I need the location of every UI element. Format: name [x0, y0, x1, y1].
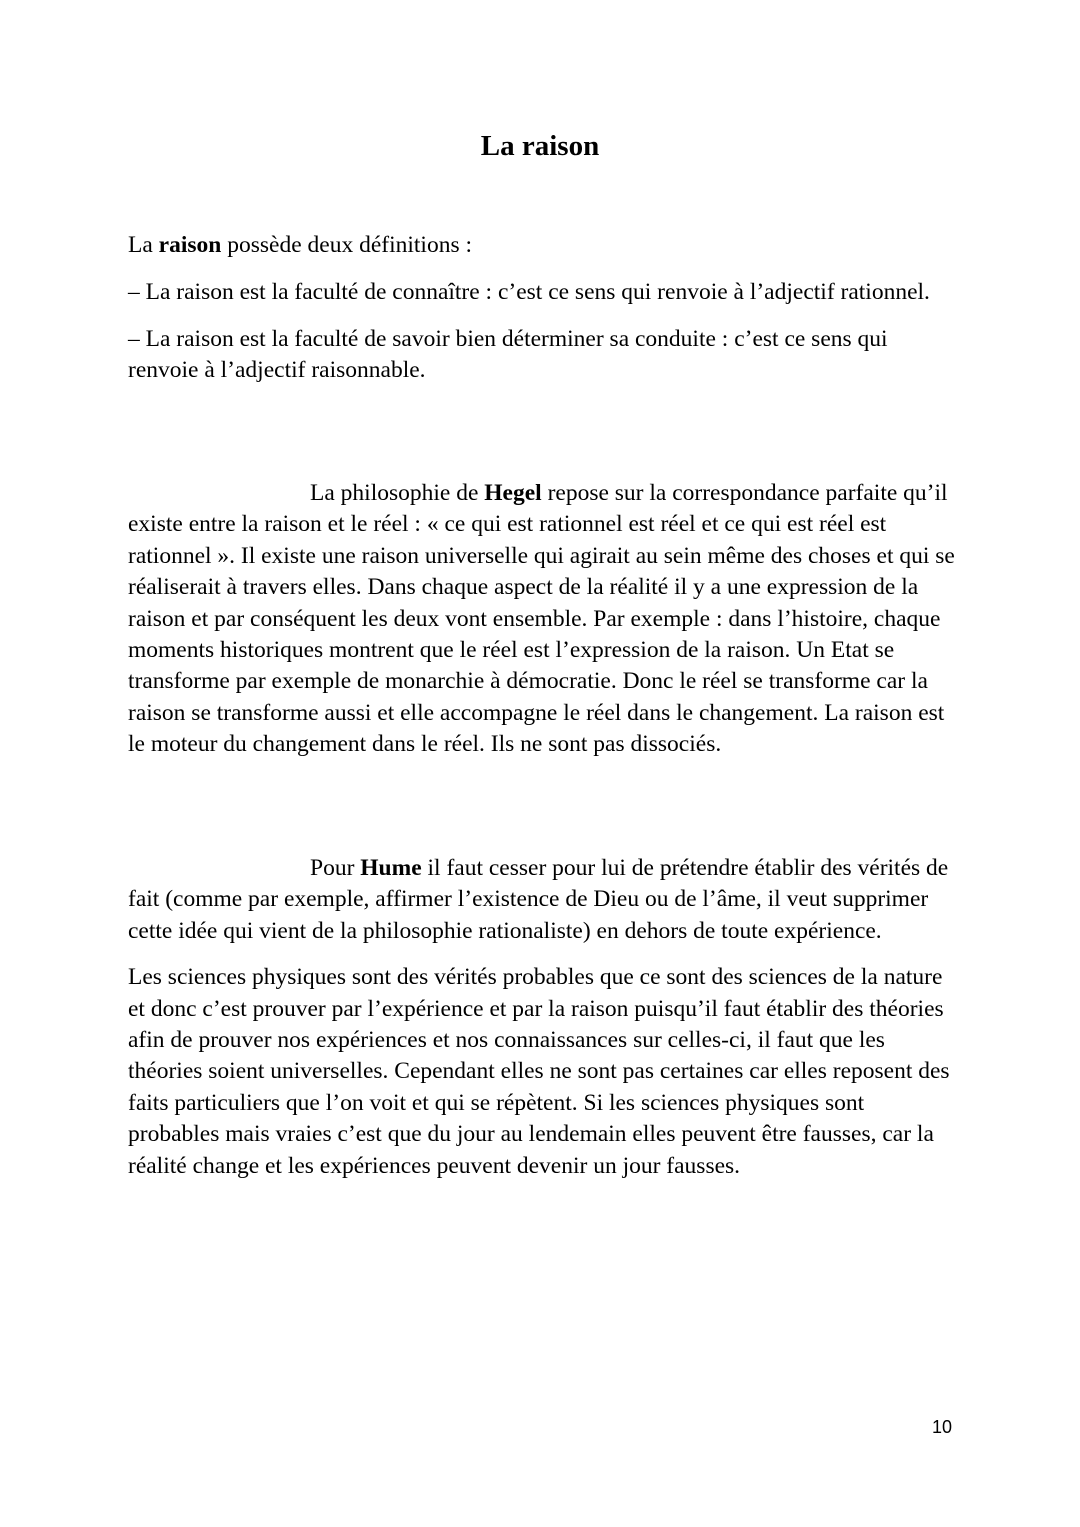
hegel-prefix: La philosophie de — [310, 480, 485, 506]
hegel-section — [128, 478, 958, 761]
definitions-intro — [128, 230, 958, 261]
hume-section — [128, 853, 958, 1182]
definition-item-1: – La raison est la faculté de connaître : c’est ce sens qui renvoie à l’adjectif rationnel. — [128, 279, 930, 306]
hume-text: il faut cesser pour lui de prétendre établir des vérités de fait (comme par exemple, affirmer l’existence de Dieu ou de l’âme, il veut supprimer cette idée qui vient de la philosophie rationaliste) en dehors de toute expérience. — [128, 855, 949, 944]
definition-item-2: – La raison est la faculté de savoir bien déterminer sa conduite : c’est ce sens qui renvoie à l’adjectif raisonnable. — [128, 325, 888, 384]
definitions-section — [128, 230, 958, 387]
name-hume: Hume — [360, 855, 422, 881]
term-raison: raison — [158, 232, 222, 258]
page-title: La raison — [480, 130, 600, 162]
name-hegel: Hegel — [484, 480, 542, 506]
hume-prefix: Pour — [310, 855, 361, 881]
hegel-paragraph — [128, 478, 958, 761]
page-number: 10 — [931, 1417, 952, 1437]
hegel-text: repose sur la correspondance parfaite qu’il existe entre la raison et le réel : « ce qui est rationnel est réel et ce qui est réel est rationnel ». Il existe une raison universelle qui agirait au sein même des choses et qui se réaliserait à travers elles. Dans chaque aspect de la réalité il y a une expression de la raison et par conséquent les deux vont ensemble. Par exemple : dans l’histoire, chaque moments historiques montrent que le réel est l’expression de la raison. Un Etat se transforme par exemple de monarchie à démocratie. Donc le réel se transforme car la raison se transforme aussi et elle accompagne le réel dans le changement. La raison est le moteur du changement dans le réel. Ils ne sont pas dissociés. — [128, 480, 955, 758]
hume-paragraph-2: Les sciences physiques sont des vérités probables que ce sont des sciences de la nature et donc c’est prouver par l’expérience et par la raison puisqu’il faut établir des théories afin de prouver nos expériences et nos connaissances sur celles-ci, il faut que les théories soient universelles. Cependant elles ne sont pas certaines car elles reposent des faits particuliers que l’on voit et qui se répètent. Si les sciences physiques sont probables mais vraies c’est que du jour au lendemain elles peuvent être fausses, car la réalité change et les expériences peuvent devenir un jour fausses. — [128, 964, 950, 1179]
hume-paragraph-1 — [128, 853, 958, 947]
intro-prefix: La — [128, 232, 159, 258]
intro-suffix: possède deux définitions : — [221, 232, 472, 258]
